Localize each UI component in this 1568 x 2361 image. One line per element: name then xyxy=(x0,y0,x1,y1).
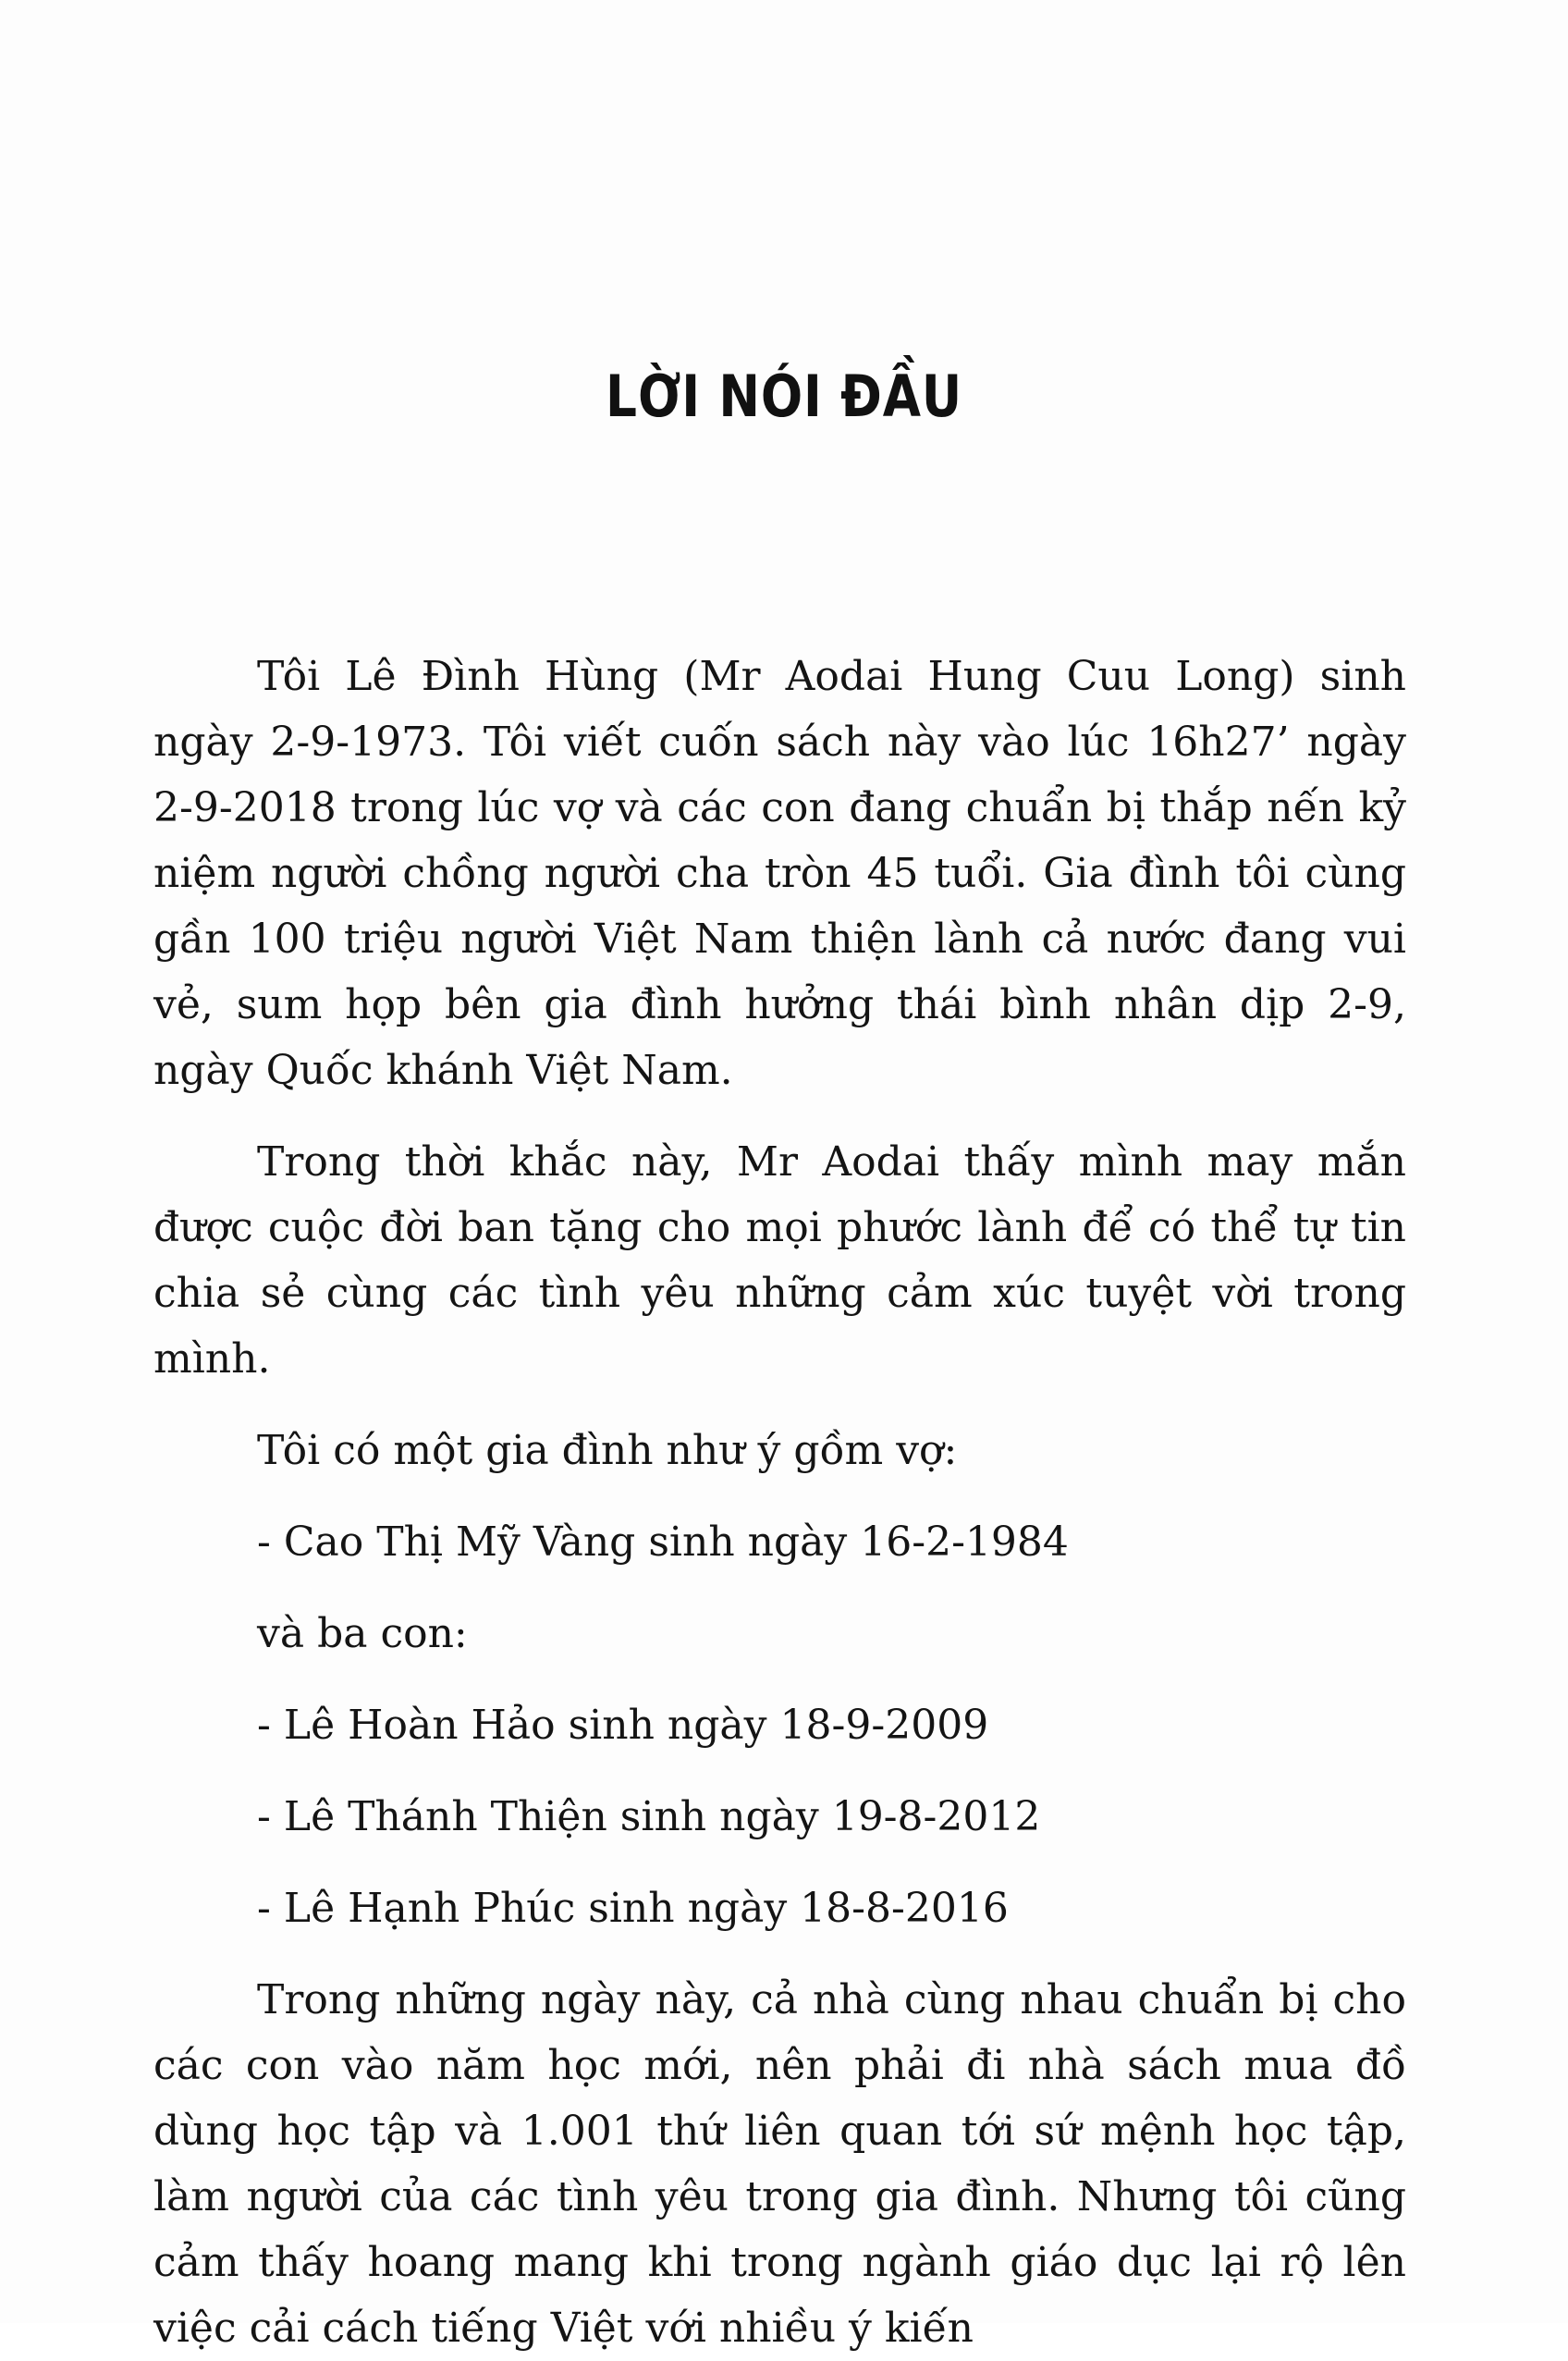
paragraph-school-year: Trong những ngày này, cả nhà cùng nhau chuẩn bị cho các con vào năm học mới, nên phải đi nhà sách mua đồ dùng học tập và 1.001 thứ liên quan tới sứ mệnh học tập, làm người của các tình yêu trong gia đình. Nhưng tôi cũng cảm thấy hoang mang khi trong ngành giáo dục lại rộ lên việc cải cách tiếng Việt với nhiều ý kiến xyxy=(153,1976,1406,2352)
child-line-2: - Lê Thánh Thiện sinh ngày 19-8-2012 xyxy=(257,1793,1041,1840)
child-line-3: - Lê Hạnh Phúc sinh ngày 18-8-2016 xyxy=(257,1885,1009,1932)
children-intro-line: và ba con: xyxy=(257,1610,468,1657)
paragraph-moment: Trong thời khắc này, Mr Aodai thấy mình may mắn được cuộc đời ban tặng cho mọi phước lành để có thể tự tin chia sẻ cùng các tình yêu những cảm xúc tuyệt vời trong mình. xyxy=(153,1138,1406,1383)
family-intro-line: Tôi có một gia đình như ý gồm vợ: xyxy=(257,1427,958,1474)
wife-line: - Cao Thị Mỹ Vàng sinh ngày 16-2-1984 xyxy=(257,1519,1069,1566)
child-line-1: - Lê Hoàn Hảo sinh ngày 18-9-2009 xyxy=(257,1702,989,1749)
paragraph-intro: Tôi Lê Đình Hùng (Mr Aodai Hung Cuu Long) sinh ngày 2-9-1973. Tôi viết cuốn sách này vào lúc 16h27’ ngày 2-9-2018 trong lúc vợ và các con đang chuẩn bị thắp nến kỷ niệm người chồng người cha tròn 45 tuổi. Gia đình tôi cùng gần 100 triệu người Việt Nam thiện lành cả nước đang vui vẻ, sum họp bên gia đình hưởng thái bình nhân dịp 2-9, ngày Quốc khánh Việt Nam. xyxy=(153,653,1406,1094)
body-text xyxy=(153,644,1406,2361)
page-title: LỜI NÓI ĐẦU xyxy=(605,363,963,430)
